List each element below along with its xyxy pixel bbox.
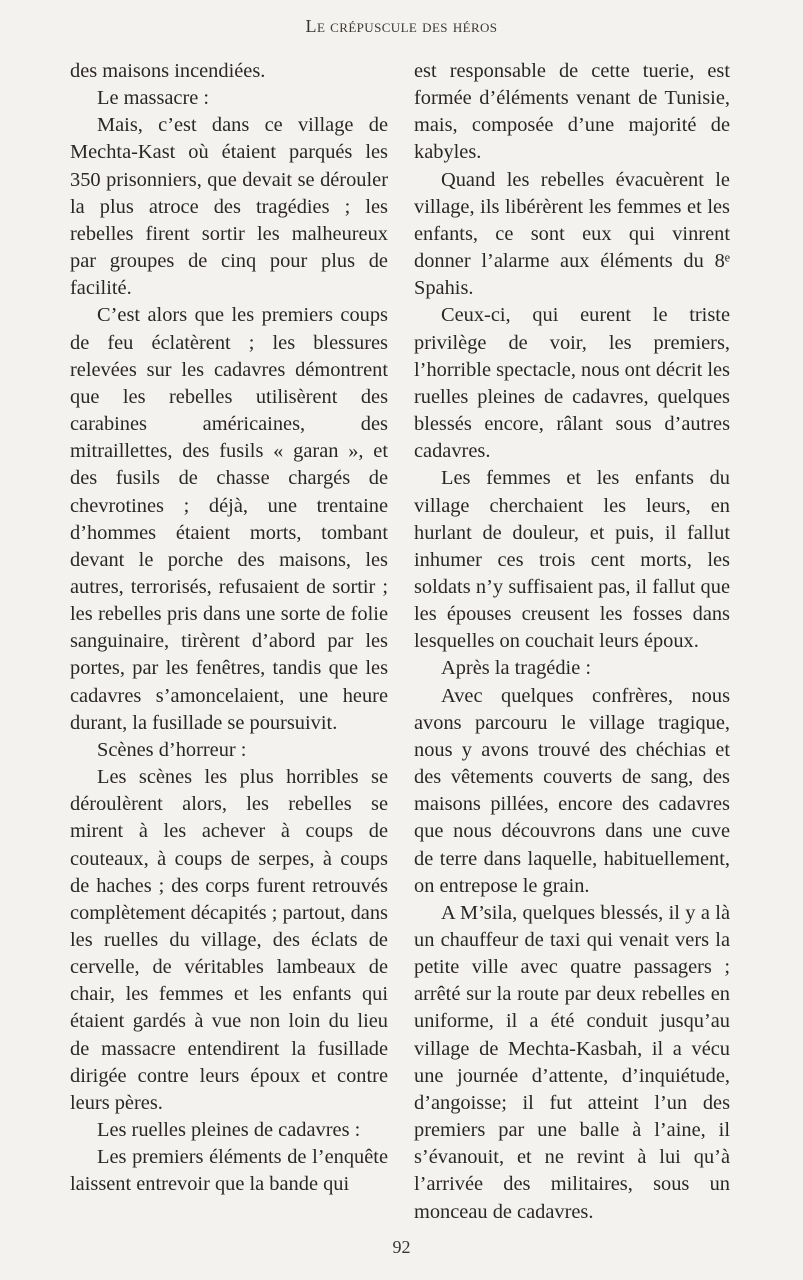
section-heading: Scènes d’horreur : xyxy=(97,738,247,761)
paragraph: Les premiers éléments de l’enquête laissent entrevoir que la bande qui xyxy=(70,1146,388,1196)
section-heading: Les ruelles pleines de cadavres : xyxy=(97,1119,361,1142)
paragraph: Ceux-ci, qui eurent le triste privilège de voir, les premiers, l’horrible spectacle, nous ont décrit les ruelles pleines de cadavres, quelques blessés encore, râlant sous d’autres cadavres. xyxy=(414,304,730,463)
section-heading: Après la tragédie : xyxy=(441,657,592,680)
paragraph: des maisons incendiées. xyxy=(70,60,266,82)
paragraph: est responsable de cette tuerie, est formée d’éléments venant de Tunisie, mais, composée d’une majorité de kabyles. xyxy=(414,60,730,164)
left-column xyxy=(70,58,388,1199)
paragraph: Les scènes les plus horribles se déroulèrent alors, les rebelles se mirent à les achever à coups de couteaux, à coups de serpes, à coups de haches ; des corps furent retrouvés complètement décapités ; partout, dans les ruelles du village, des éclats de cervelle, de véritables lambeaux de chair, les femmes et les enfants qui étaient gardés à vue non loin du lieu de massacre entendirent la fusillade dirigée contre leurs époux et contre leurs pères. xyxy=(70,766,388,1114)
page-number: 92 xyxy=(392,1237,411,1257)
paragraph: Quand les rebelles évacuèrent le village, ils libérèrent les femmes et les enfants, ce sont eux qui vinrent donner l’alarme aux éléments du 8ᵉ Spahis. xyxy=(414,168,730,300)
paragraph: Mais, c’est dans ce village de Mechta-Kast où étaient parqués les 350 prisonniers, que devait se dérouler la plus atroce des tragédies ; les rebelles firent sortir les malheureux par groupes de cinq pour plus de facilité. xyxy=(70,114,388,300)
paragraph: Avec quelques confrères, nous avons parcouru le village tragique, nous y avons trouvé des chéchias et des vêtements couverts de sang, des maisons pillées, encore des cadavres que nous découvrons dans une cuve de terre dans laquelle, habituellement, on entrepose le grain. xyxy=(414,684,730,897)
running-head: Le crépuscule des héros xyxy=(305,16,498,36)
paragraph: Les femmes et les enfants du village cherchaient les leurs, en hurlant de douleur, et puis, il fallut inhumer ces trois cent morts, les soldats n’y suffisaient pas, il fallut que les épouses creusent les fosses dans lesquelles on couchait leurs époux. xyxy=(414,467,730,653)
section-heading: Le massacre : xyxy=(97,87,210,110)
right-column xyxy=(414,58,730,1226)
paragraph: C’est alors que les premiers coups de feu éclatèrent ; les blessures relevées sur les cadavres démontrent que les rebelles utilisèrent des carabines américaines, des mitraillettes, des fusils « garan », et des fusils de chasse chargés de chevrotines ; déjà, une trentaine d’hommes étaient morts, tombant devant le porche des maisons, les autres, terrorisés, refusaient de sortir ; les rebelles pris dans une sorte de folie sanguinaire, tirèrent d’abord par les portes, par les fenêtres, tandis que les cadavres s’amoncelaient, une heure durant, la fusillade se poursuivit. xyxy=(70,304,388,734)
paragraph: A M’sila, quelques blessés, il y a là un chauffeur de taxi qui venait vers la petite ville avec quatre passagers ; arrêté sur la route par deux rebelles en uniforme, il a été conduit jusqu’au village de Mechta-Kasbah, il a vécu une journée d’attente, d’inquiétude, d’angoisse; il fut atteint l’un des premiers par une balle à l’aine, il s’évanouit, et ne revint à lui qu’à l’arrivée des militaires, sous un monceau de cadavres. xyxy=(414,901,730,1223)
